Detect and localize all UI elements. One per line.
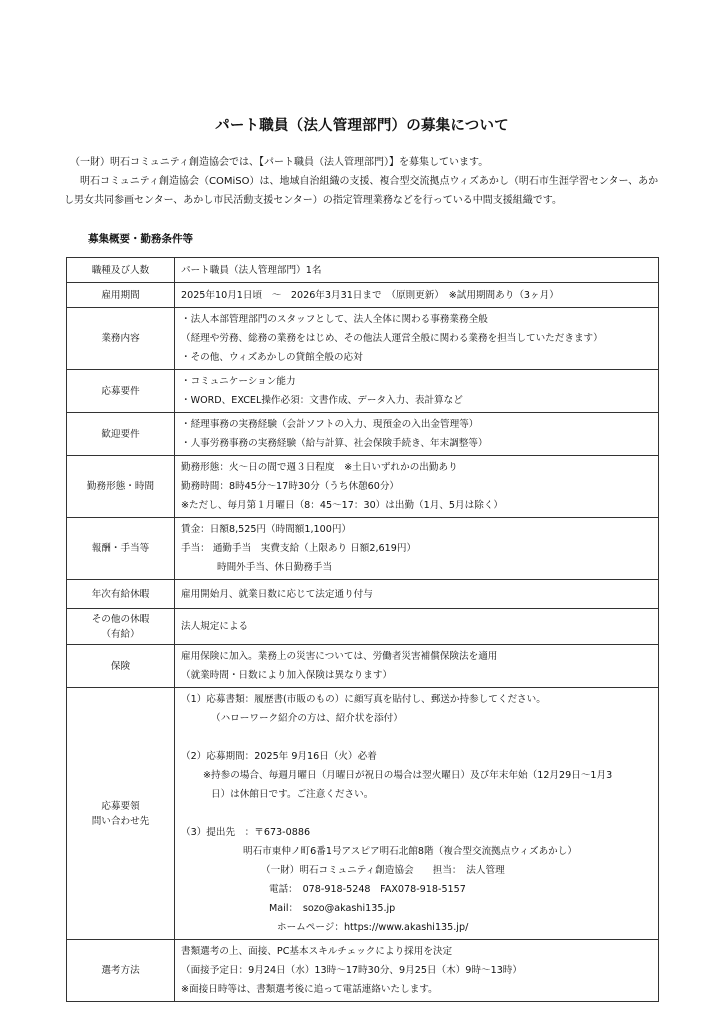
row-pay — [67, 518, 659, 580]
intro-paragraph-1: （一財）明石コミュニティ創造協会では、【パート職員（法人管理部門）】を募集しています。 — [70, 157, 489, 168]
value-line: ※面接日時等は、書類選考後に追って電話連絡いたします。 — [181, 984, 438, 995]
value-line: （ハローワーク紹介の方は、紹介状を添付） — [211, 713, 403, 724]
row-apply — [67, 688, 659, 940]
value-line: 雇用開始月、就業日数に応じて法定通り付与 — [181, 588, 373, 600]
row-insurance — [67, 645, 659, 688]
row-value — [175, 456, 659, 518]
value-line: 賃金：日額8,525円（時間額1,100円） — [181, 524, 352, 535]
row-label: 雇用期間 — [67, 283, 175, 308]
value-line: （経理や労務、総務の業務をはじめ、その他法人運営全般に関わる業務を担当していただきます） — [181, 333, 603, 344]
row-label — [67, 688, 175, 940]
row-value — [175, 518, 659, 580]
value-line: 時間外手当、休日勤務手当 — [217, 562, 333, 573]
spacer — [181, 728, 658, 747]
row-job — [67, 258, 659, 283]
row-label: 業務内容 — [67, 308, 175, 370]
value-line: 手当： 通勤手当 実費支給（上限あり 日額2,619円） — [181, 543, 417, 554]
section-heading: 募集概要・勤務条件等 — [88, 233, 193, 245]
label-line: （有給） — [101, 628, 140, 640]
row-label: 報酬・手当等 — [67, 518, 175, 580]
row-value — [175, 609, 659, 645]
row-value — [175, 283, 659, 308]
row-label: 選考方法 — [67, 940, 175, 1002]
row-duties — [67, 308, 659, 370]
row-label: 年次有給休暇 — [67, 580, 175, 609]
value-line: 日）は休館日です。ご注意ください。 — [211, 789, 374, 800]
row-value — [175, 940, 659, 1002]
row-period — [67, 283, 659, 308]
row-label — [67, 609, 175, 645]
label-line: その他の休暇 — [91, 613, 150, 625]
row-value — [175, 258, 659, 283]
value-line: ホームページ：https://www.akashi135.jp/ — [277, 922, 469, 933]
row-label: 職種及び人数 — [67, 258, 175, 283]
row-welcome — [67, 413, 659, 456]
value-line: 電話： 078-918-5248 FAX078-918-5157 — [269, 884, 466, 895]
value-line: （就業時間・日数により加入保険は異なります） — [181, 670, 393, 681]
row-hours — [67, 456, 659, 518]
value-line: （1）応募書類：履歴書(市販のもの）に顔写真を貼付し、郵送か持参してください。 — [181, 694, 546, 705]
row-other-leave — [67, 609, 659, 645]
value-line: （一財）明石コミュニティ創造協会 担当： 法人管理 — [261, 865, 505, 876]
value-line: 勤務形態：火～日の間で週３日程度 ※土日いずれかの出勤あり — [181, 462, 458, 473]
row-value — [175, 413, 659, 456]
value-line: 雇用保険に加入。業務上の災害については、労働者災害補償保険法を適用 — [181, 651, 498, 662]
row-selection — [67, 940, 659, 1002]
spacer — [181, 804, 658, 823]
value-line: 2025年10月1日頃 ～ 2026年3月31日まで （原則更新） ※試用期間あり（3ヶ月） — [181, 289, 559, 301]
row-value — [175, 370, 659, 413]
intro-paragraph-2: 明石コミュニティ創造協会（COMiSO）は、地域自治組織の支援、複合型交流拠点ウィズあかし（明石市生涯学習センター、あかし男女共同参画センター、あかし市民活動支援センター）の指定管理業務などを行っている中間支援組織です。 — [64, 176, 659, 206]
row-leave — [67, 580, 659, 609]
value-line: ※ただし、毎月第１月曜日（8：45～17：30）は出勤（1月、5月は除く） — [181, 500, 504, 511]
row-label: 応募要件 — [67, 370, 175, 413]
row-label: 歓迎要件 — [67, 413, 175, 456]
intro-text — [64, 153, 664, 210]
value-line: 書類選考の上、面接、PC基本スキルチェックにより採用を決定 — [181, 946, 453, 957]
value-line: 勤務時間：8時45分～17時30分（うち休憩60分） — [181, 481, 400, 492]
value-line: （3）提出先 ：〒673-0886 — [181, 827, 311, 838]
value-line: パート職員（法人管理部門）1名 — [181, 264, 322, 276]
label-line: 問い合わせ先 — [91, 815, 150, 827]
row-value — [175, 645, 659, 688]
row-label: 保険 — [67, 645, 175, 688]
value-line: Mail： sozo@akashi135.jp — [269, 903, 396, 914]
value-line: ・WORD、EXCEL操作必須：文書作成、データ入力、表計算など — [181, 395, 463, 406]
row-value — [175, 308, 659, 370]
value-line: ・法人本部管理部門のスタッフとして、法人全体に関わる事務業務全般 — [181, 314, 488, 325]
label-line: 応募要領 — [101, 800, 140, 812]
value-line: ・その他、ウィズあかしの貸館全般の応対 — [181, 352, 363, 363]
value-line: 法人規定による — [181, 621, 249, 632]
row-value — [175, 580, 659, 609]
terms-table — [66, 257, 659, 1002]
value-line: ・コミュニケーション能力 — [181, 376, 296, 387]
value-line: ・人事労務事務の実務経験（給与計算、社会保険手続き、年末調整等） — [181, 438, 488, 449]
value-line: （面接予定日：9月24日（水）13時～17時30分、9月25日（木）9時～13時） — [181, 965, 522, 976]
value-line: 明石市東仲ノ町6番1号アスピア明石北館8階（複合型交流拠点ウィズあかし） — [243, 846, 577, 857]
value-line: ・経理事務の実務経験（会計ソフトの入力、現預金の入出金管理等） — [181, 419, 479, 430]
row-value — [175, 688, 659, 940]
value-line: ※持参の場合、毎週月曜日（月曜日が祝日の場合は翌火曜日）及び年末年始（12月29日～1月3 — [203, 770, 613, 781]
row-requirements — [67, 370, 659, 413]
page-title: パート職員（法人管理部門）の募集について — [215, 118, 509, 134]
row-label: 勤務形態・時間 — [67, 456, 175, 518]
value-line: （2）応募期間：2025年 9月16日（火）必着 — [181, 751, 377, 762]
